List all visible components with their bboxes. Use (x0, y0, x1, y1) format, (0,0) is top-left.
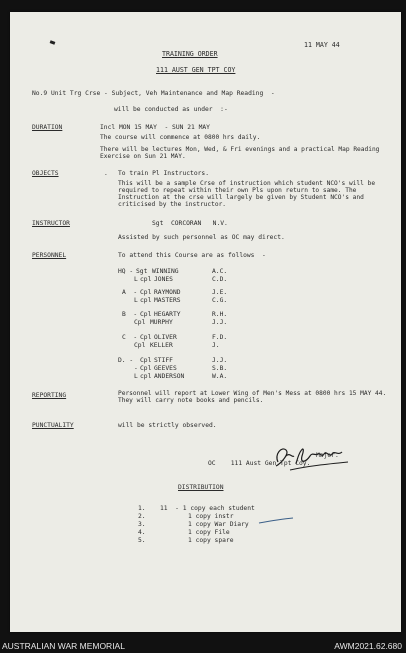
personnel-initials: C.D. (212, 276, 228, 283)
personnel-initials: A.C. (212, 268, 228, 275)
personnel-name: JONES (154, 276, 173, 283)
duration-text-2: There will be lectures Mon, Wed, & Fri evenings and a practical Map Reading Exercise on Sun 21 MAY. (100, 146, 380, 160)
personnel-rank: Cpl (134, 319, 146, 326)
course-conducted: will be conducted as under :- (114, 106, 228, 113)
archive-name: AUSTRALIAN WAR MEMORIAL (2, 641, 125, 651)
personnel-label: PERSONNEL (32, 252, 67, 259)
personnel-name: MURPHY (150, 319, 173, 326)
instructor-text: Assisted by such personnel as OC may direct. (118, 234, 285, 241)
personnel-prefix: C - (122, 334, 138, 341)
personnel-initials: R.H. (212, 311, 228, 318)
instructor-label: INSTRUCTOR (32, 220, 70, 227)
personnel-initials: J. (212, 342, 220, 349)
personnel-rank: Cpl (140, 334, 152, 341)
objects-bullet: . (104, 170, 108, 177)
distribution-number: 5. (138, 537, 146, 544)
distribution-number: 1. (138, 505, 146, 512)
personnel-name: RAYMOND (154, 289, 181, 296)
signatory-rank: Major. (316, 452, 339, 459)
objects-line: To train Pl Instructors. (118, 170, 209, 177)
duration-line: Incl MON 15 MAY - SUN 21 MAY (100, 124, 210, 131)
document-page (10, 12, 401, 632)
order-title: TRAINING ORDER (162, 50, 218, 58)
personnel-initials: W.A. (212, 373, 228, 380)
personnel-intro: To attend this Course are as follows - (118, 252, 266, 259)
handwritten-signature (272, 442, 352, 474)
objects-text: This will be a sample Crse of instruction which student NCO's will be required to repeat within their own Pls upon return to same. The Instruction at the crse will largely be given by Student NCO's and criticised by the instructor. (118, 180, 376, 208)
personnel-prefix: L (134, 373, 138, 380)
reporting-text: Personnel will report at Lower Wing of Men's Mess at 0800 hrs 15 MAY 44. They will carry note books and pencils. (118, 390, 387, 404)
order-date: 11 MAY 44 (304, 41, 340, 49)
personnel-name: MASTERS (154, 297, 181, 304)
personnel-prefix: D. - (118, 357, 134, 364)
personnel-prefix: A - (122, 289, 138, 296)
personnel-initials: J.J. (212, 319, 228, 326)
personnel-initials: J.J. (212, 357, 228, 364)
archive-reference: AWM2021.62.680 (334, 641, 402, 651)
punctuality-label: PUNCTUALITY (32, 422, 74, 429)
personnel-rank: Cpl (140, 357, 152, 364)
personnel-name: GEEVES (154, 365, 177, 372)
distribution-text: 1 copy War Diary (188, 521, 249, 528)
personnel-rank: Sgt (136, 268, 148, 275)
personnel-rank: Cpl (140, 311, 152, 318)
personnel-prefix: B - (122, 311, 138, 318)
personnel-rank: Cpl (140, 289, 152, 296)
personnel-initials: J.E. (212, 289, 228, 296)
personnel-name: ANDERSON (154, 373, 185, 380)
signatory-oc-line: OC 111 Aust Gen Tpt Coy. (208, 460, 311, 467)
personnel-rank: cpl (140, 297, 152, 304)
personnel-initials: S.B. (212, 365, 228, 372)
personnel-prefix: L (134, 276, 138, 283)
personnel-initials: F.D. (212, 334, 228, 341)
distribution-title: DISTRIBUTION (178, 484, 224, 491)
instructor-line: Sgt CORCORAN N.V. (152, 220, 228, 227)
personnel-name: OLIVER (154, 334, 177, 341)
personnel-name: STIFF (154, 357, 173, 364)
reporting-label: REPORTING (32, 392, 67, 399)
personnel-rank: Cpl (140, 365, 152, 372)
personnel-name: HEGARTY (154, 311, 181, 318)
personnel-rank: Cpl (134, 342, 146, 349)
personnel-rank: cpl (140, 276, 152, 283)
personnel-prefix: - (134, 365, 138, 372)
unit-title: 111 AUST GEN TPT COY (156, 66, 236, 74)
objects-label: OBJECTS (32, 170, 59, 177)
pen-underline-mark (258, 517, 294, 525)
distribution-number: 4. (138, 529, 146, 536)
punctuality-text: will be strictly observed. (118, 422, 217, 429)
personnel-rank: cpl (140, 373, 152, 380)
personnel-initials: C.G. (212, 297, 228, 304)
personnel-prefix: HQ - (118, 268, 134, 275)
personnel-name: WINNING (152, 268, 179, 275)
punch-mark (50, 40, 56, 45)
distribution-number: 2. (138, 513, 146, 520)
distribution-number: 3. (138, 521, 146, 528)
archive-footer (0, 638, 406, 653)
distribution-text: 1 copy instr (188, 513, 234, 520)
distribution-text: 11 - 1 copy each student (160, 505, 255, 512)
duration-text-1: The course will commence at 0800 hrs daily. (100, 134, 261, 141)
personnel-prefix: L (134, 297, 138, 304)
duration-label: DURATION (32, 124, 63, 131)
course-subject: No.9 Unit Trg Crse - Subject, Veh Maintenance and Map Reading - (32, 90, 275, 97)
distribution-text: 1 copy File (188, 529, 230, 536)
personnel-name: KELLER (150, 342, 173, 349)
distribution-text: 1 copy spare (188, 537, 234, 544)
